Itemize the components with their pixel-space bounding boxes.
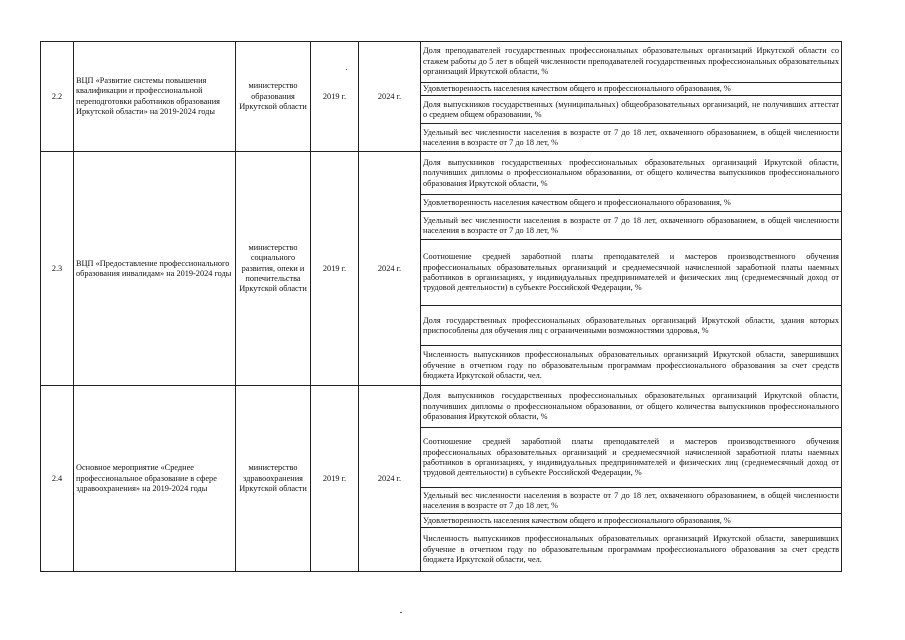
section-end-year: 2024 г. [359,386,421,572]
indicator-cell: Доля выпускников государственных профессиональных образовательных организаций Иркутской области, получивших дипломы о профессиональном образовании, от общего количества выпускников профессионального образования Иркутской области, % [421,152,842,195]
indicator-cell: Численность выпускников профессиональных образовательных организаций Иркутской области, завершивших обучение в отчетном году по образовательным программам профессионального образования за счет средств бюджета Иркутской области, чел. [421,346,842,386]
indicator-cell: Численность выпускников профессиональных образовательных организаций Иркутской области, завершивших обучение в отчетном году по образовательным программам профессионального образования за счет средств бюджета Иркутской области, чел. [421,528,842,572]
section-executor: министерство образования Иркутской области [236,42,311,152]
section-name: ВЦП «Развитие системы повышения квалификации и профессиональной переподготовки работников образования Иркутской области» на 2019-2024 годы [74,42,236,152]
section-number: 2.2 [41,42,74,152]
section-executor: министерство здравоохранения Иркутской области [236,386,311,572]
indicator-cell: Доля государственных профессиональных образовательных организаций Иркутской области, здания которых приспособлены для обучения лиц с ограниченными возможностями здоровья, % [421,306,842,346]
section-end-year: 2024 г. [359,42,421,152]
indicator-cell: Удовлетворенность населения качеством общего и профессионального образования, % [421,195,842,212]
section-name: ВЦП «Предоставление профессионального образования инвалидам» на 2019-2024 годы [74,152,236,386]
table-row [41,386,842,428]
table-row [41,152,842,195]
indicator-cell: Удельный вес численности населения в возрасте от 7 до 18 лет, охваченного образованием, в общей численности населения в возрасте от 7 до 18 лет, % [421,488,842,514]
indicator-cell: Доля выпускников государственных профессиональных образовательных организаций Иркутской области, получивших дипломы о профессиональном образовании, от общего количества выпускников профессионального образования Иркутской области, % [421,386,842,428]
indicator-cell: Удельный вес численности населения в возрасте от 7 до 18 лет, охваченного образованием, в общей численности населения в возрасте от 7 до 18 лет, % [421,124,842,152]
scan-speck [346,69,347,70]
section-name: Основное мероприятие «Среднее профессиональное образование в сфере здравоохранения» на 2019-2024 годы [74,386,236,572]
program-table [40,41,842,572]
section-number: 2.3 [41,152,74,386]
section-end-year: 2024 г. [359,152,421,386]
section-number: 2.4 [41,386,74,572]
table-row [41,42,842,83]
indicator-cell: Удовлетворенность населения качеством общего и профессионального образования, % [421,83,842,96]
indicator-cell: Доля преподавателей государственных профессиональных образовательных организаций Иркутской области со стажем работы до 5 лет в общей численности преподавателей государственных профессиональных образовательных организаций Иркутской области, % [421,42,842,83]
indicator-cell: Удовлетворенность населения качеством общего и профессионального образования, % [421,514,842,528]
section-start-year: 2019 г. [311,152,359,386]
indicator-cell: Соотношение средней заработной платы преподавателей и мастеров производственного обучения профессиональных образовательных организаций и среднемесячной начисленной заработной платы наемных работников в организациях, у индивидуальных предпринимателей и физических лиц (среднемесячный доход от трудовой деятельности) в субъекте Российской Федерации, % [421,428,842,488]
indicator-cell: Соотношение средней заработной платы преподавателей и мастеров производственного обучения профессиональных образовательных организаций и среднемесячной начисленной заработной платы наемных работников в организациях, у индивидуальных предпринимателей и физических лиц (среднемесячный доход от трудовой деятельности) в субъекте Российской Федерации, % [421,240,842,306]
indicator-cell: Удельный вес численности населения в возрасте от 7 до 18 лет, охваченного образованием, в общей численности населения в возрасте от 7 до 18 лет, % [421,212,842,240]
indicator-cell: Доля выпускников государственных (муниципальных) общеобразовательных организаций, не получивших аттестат о среднем общем образовании, % [421,96,842,124]
section-start-year: 2019 г. [311,386,359,572]
scan-speck [400,612,402,613]
section-start-year: 2019 г. [311,42,359,152]
section-executor: министерство социального развития, опеки и попечительства Иркутской области [236,152,311,386]
